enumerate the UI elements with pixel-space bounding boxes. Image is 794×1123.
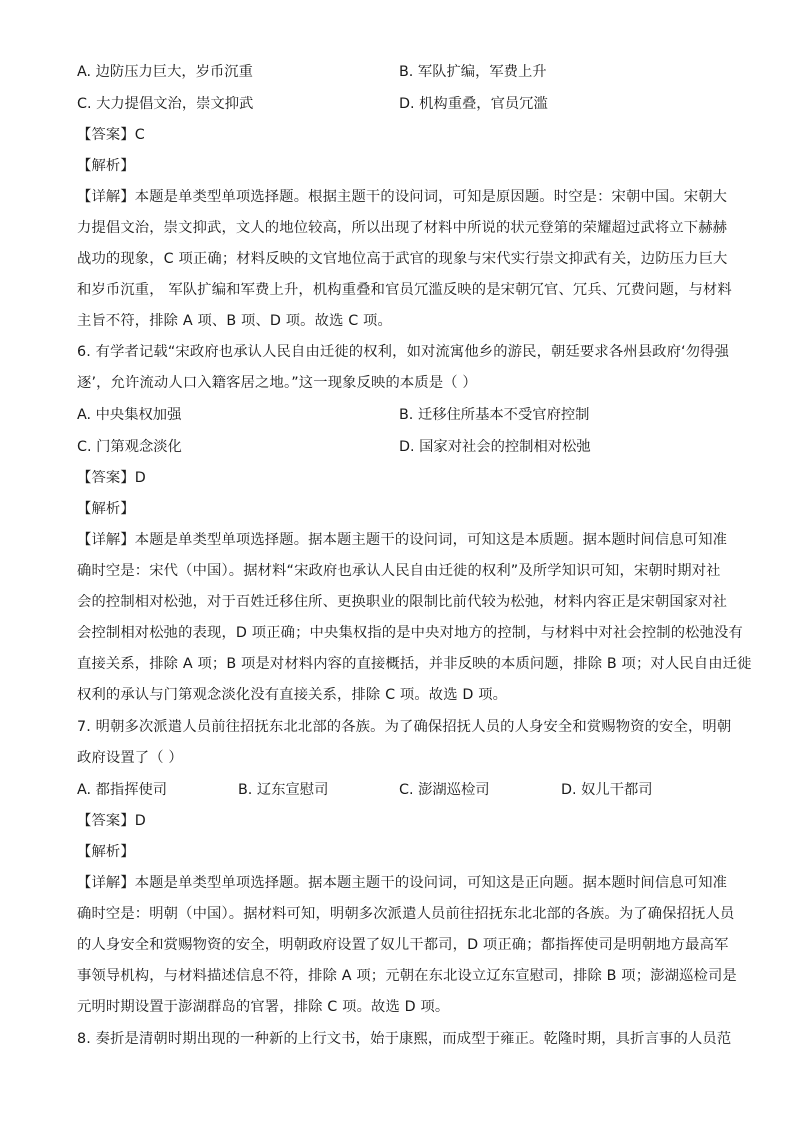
option-c: C. 澎湖巡检司: [399, 782, 490, 798]
detail-line: 确时空是：明朝（中国）。据材料可知，明朝多次派遣人员前往招抚东北北部的各族。为了确保招抚人员: [77, 906, 735, 922]
question-stem: 8. 奏折是清朝时期出现的一种新的上行文书，始于康熙，而成型于雍正。乾隆时期，具折言事的人员范: [77, 1031, 732, 1047]
question-stem: 6. 有学者记载“宋政府也承认人民自由迁徙的权利，如对流寓他乡的游民，朝廷要求各州县政府‘勿得强: [77, 344, 730, 360]
detail-line: 【详解】本题是单类型单项选择题。根据主题干的设问词，可知是原因题。时空是：宋朝中国。宋朝大: [77, 189, 728, 205]
option-b: B. 军队扩编，军费上升: [399, 64, 547, 80]
detail-line: 的人身安全和赏赐物资的安全，明朝政府设置了奴儿干都司，D 项正确；都指挥使司是明朝地方最高军: [77, 937, 729, 953]
answer-label: 【答案】D: [77, 813, 146, 829]
detail-line: 【详解】本题是单类型单项选择题。据本题主题干的设问词，可知这是正向题。据本题时间信息可知准: [77, 875, 728, 891]
option-a: A. 中央集权加强: [77, 407, 182, 423]
answer-label: 【答案】D: [77, 470, 146, 486]
detail-line: 和岁币沉重， 军队扩编和军费上升，机构重叠和官员冗滥反映的是宋朝冗官、冗兵、冗费问题，与材料: [77, 282, 732, 298]
detail-line: 会控制相对松弛的表现，D 项正确；中央集权指的是中央对地方的控制，与材料中对社会控制的松弛没有: [77, 625, 743, 641]
question-stem: 政府设置了（ ）: [77, 750, 183, 766]
question-stem: 逐’，允许流动人口入籍客居之地。”这一现象反映的本质是（ ）: [77, 375, 477, 391]
option-a: A. 边防压力巨大，岁币沉重: [77, 64, 253, 80]
detail-line: 力提倡文治，崇文抑武，文人的地位较高，所以出现了材料中所说的状元登第的荣耀超过武将立下赫赫: [77, 220, 728, 236]
detail-line: 事领导机构，与材料描述信息不符，排除 A 项；元朝在东北设立辽东宣慰司，排除 B 项；澎湖巡检司是: [77, 968, 737, 984]
option-c: C. 门第观念淡化: [77, 439, 182, 455]
detail-line: 【详解】本题是单类型单项选择题。据本题主题干的设问词，可知这是本质题。据本题时间信息可知准: [77, 532, 728, 548]
analysis-label: 【解析】: [77, 501, 135, 517]
detail-line: 主旨不符，排除 A 项、B 项、D 项。故选 C 项。: [77, 313, 392, 329]
analysis-label: 【解析】: [77, 844, 135, 860]
option-d: D. 奴儿干都司: [561, 782, 653, 798]
option-d: D. 国家对社会的控制相对松弛: [399, 439, 591, 455]
option-c: C. 大力提倡文治，崇文抑武: [77, 96, 254, 112]
option-d: D. 机构重叠，官员冗滥: [399, 96, 548, 112]
detail-line: 战功的现象，C 项正确；材料反映的文官地位高于武官的现象与宋代实行崇文抑武有关，边防压力巨大: [77, 251, 728, 267]
analysis-label: 【解析】: [77, 158, 135, 174]
option-b: B. 迁移住所基本不受官府控制: [399, 407, 590, 423]
detail-line: 直接关系，排除 A 项；B 项是对材料内容的直接概括，并非反映的本质问题，排除 B 项；对人民自由迁徙: [77, 656, 752, 672]
detail-line: 元明时期设置于澎湖群岛的官署，排除 C 项。故选 D 项。: [77, 999, 450, 1015]
detail-line: 权利的承认与门第观念淡化没有直接关系，排除 C 项。故选 D 项。: [77, 687, 508, 703]
option-a: A. 都指挥使司: [77, 782, 168, 798]
detail-line: 确时空是：宋代（中国）。据材料“宋政府也承认人民自由迁徙的权利”及所学知识可知，宋朝时期对社: [77, 563, 721, 579]
answer-label: 【答案】C: [77, 127, 145, 143]
detail-line: 会的控制相对松弛，对于百姓迁移住所、更换职业的限制比前代较为松弛，材料内容正是宋朝国家对社: [77, 594, 728, 610]
question-stem: 7. 明朝多次派遣人员前往招抚东北北部的各族。为了确保招抚人员的人身安全和赏赐物资的安全，明朝: [77, 719, 732, 735]
option-b: B. 辽东宣慰司: [238, 782, 329, 798]
